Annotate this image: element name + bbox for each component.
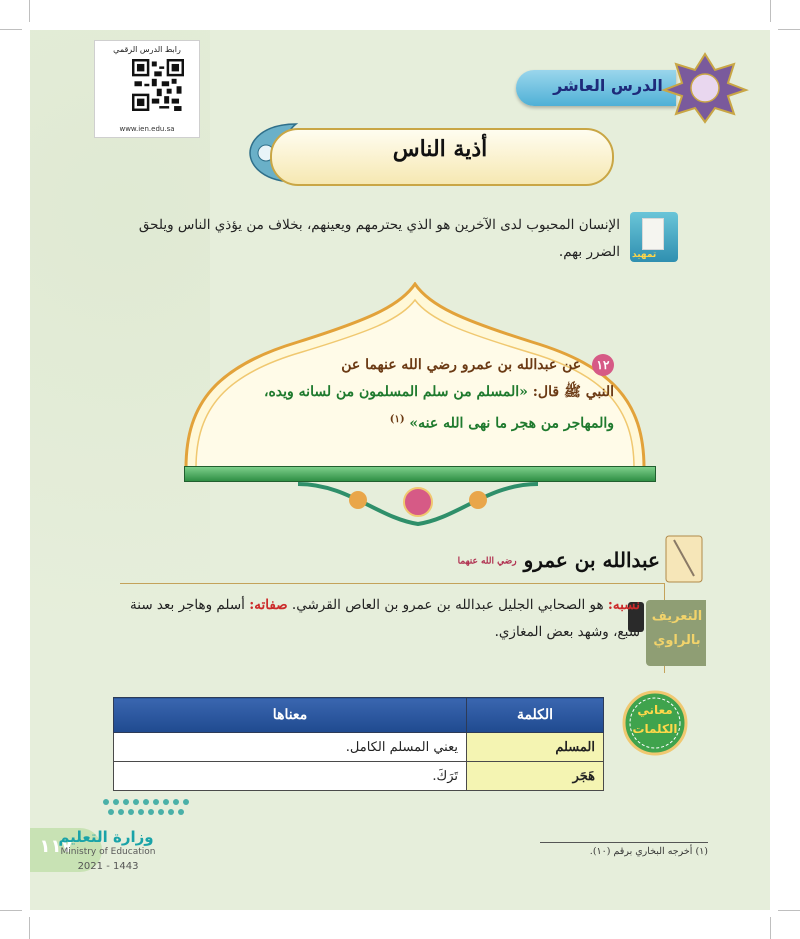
vocab-meaning: يعني المسلم الكامل. — [114, 733, 467, 762]
vocab-word: المسلم — [467, 733, 604, 762]
narrator-badge-line-2: بالراوي — [653, 633, 701, 648]
crop-mark — [0, 29, 22, 30]
footnote: (١) أخرجه البخاري برقم (١٠). — [589, 846, 708, 857]
ministry-name-en: Ministry of Education — [60, 847, 156, 857]
ministry-name-ar: وزارة التعليم — [58, 828, 154, 846]
qr-title: رابط الدرس الرقمي — [113, 45, 181, 54]
door-icon — [642, 218, 664, 250]
intro-badge-label: تمهيد — [632, 250, 657, 260]
crop-mark — [778, 29, 800, 30]
lineage-text: هو الصحابي الجليل عبدالله بن عمرو بن العاص القرشي. — [291, 597, 604, 613]
qr-code-icon[interactable] — [132, 59, 184, 111]
narrator-name-text: عبدالله بن عمرو — [523, 548, 660, 572]
page-number: ١١٧ — [39, 836, 73, 857]
intro-badge — [630, 212, 678, 262]
hadith-line-2 — [222, 379, 614, 406]
lineage-label: نسبه: — [607, 597, 640, 613]
hadith-footnote-ref[interactable]: (١) — [389, 414, 405, 425]
crop-mark — [770, 917, 771, 939]
hadith-line-3 — [222, 406, 614, 438]
qr-code-panel[interactable] — [94, 40, 200, 138]
crop-mark — [29, 917, 30, 939]
narrator-name — [450, 548, 660, 572]
hadith-line-1 — [222, 352, 614, 379]
vocab-badge-label — [622, 701, 688, 739]
star-ornament-icon — [660, 50, 750, 124]
narrator-badge-label — [646, 605, 708, 653]
hadith-bottom-ornament-icon — [288, 478, 548, 530]
ministry-logo-dots-icon — [100, 796, 192, 820]
header-word: الكلمة — [467, 698, 604, 733]
traits-label: صفاته: — [249, 597, 288, 613]
header-meaning: معناها — [114, 698, 467, 733]
vocab-table — [113, 697, 604, 791]
narrator-bio — [120, 592, 640, 646]
lesson-title: أذية الناس — [392, 136, 488, 162]
vocab-header-row — [114, 698, 604, 733]
narrator-divider — [120, 583, 665, 584]
vocab-meaning: تَرَكَ. — [114, 762, 467, 791]
hadith-line-2-prefix: النبي ﷺ قال: — [532, 384, 614, 400]
crop-mark — [770, 0, 771, 22]
footnote-divider — [540, 842, 708, 843]
vocab-word: هَجَر — [467, 762, 604, 791]
lesson-label: الدرس العاشر — [553, 76, 663, 95]
table-row — [114, 733, 604, 762]
crop-mark — [29, 0, 30, 22]
vocab-badge-line-2: الكلمات — [632, 722, 678, 736]
hadith-quote-part-1: «المسلم من سلم المسلمون من لسانه ويده، — [263, 384, 528, 400]
narrator-badge-line-1: التعريف — [651, 609, 703, 624]
traits-text: أسلم وهاجر بعد سنة سبع، وشهد بعض المغازي. — [130, 597, 640, 640]
edition-year: 2021 - 1443 — [77, 861, 139, 872]
hadith-line-1-text: عن عبدالله بن عمرو رضي الله عنهما عن — [341, 357, 582, 373]
hadith-text — [222, 352, 614, 438]
hadith-number: ١٢ — [592, 354, 614, 376]
vocab-badge-line-1: معاني — [637, 703, 673, 717]
qr-url: www.ien.edu.sa — [119, 125, 175, 133]
hadith-quote-part-2: والمهاجر من هجر ما نهى الله عنه» — [409, 415, 614, 432]
crop-mark — [0, 910, 22, 911]
scroll-icon — [660, 530, 710, 588]
narrator-honorific: رضي الله عنهما — [457, 556, 517, 567]
crop-mark — [778, 910, 800, 911]
table-row — [114, 762, 604, 791]
intro-text: الإنسان المحبوب لدى الآخرين هو الذي يحترمهم ويعينهم، بخلاف من يؤذي الناس ويلحق الضرر بهم. — [138, 217, 620, 260]
